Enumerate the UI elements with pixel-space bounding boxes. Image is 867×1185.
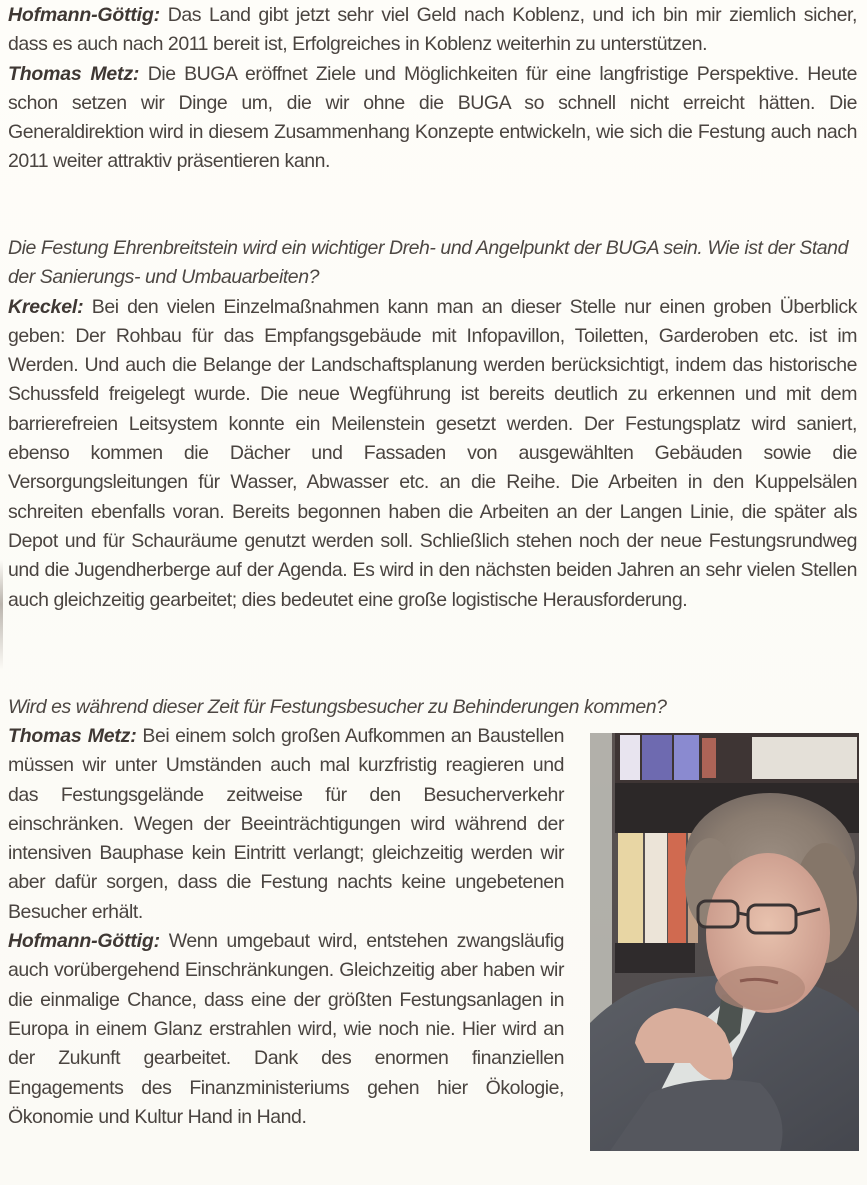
portrait-photo: [590, 733, 859, 1151]
speaker-name: Thomas Metz:: [8, 62, 140, 85]
answer-text: Wenn umgebaut wird, entstehen zwangsläufig auch vorübergehend Einschränkungen. Gleichzeitig aber haben wir die einmalige Chance, dass eine der größten Festungsanlagen in Europa in einem Glanz erstrahlen wird, wie noch nie. Hier wird an der Zukunft gearbeitet. Dank des enormen finanziellen Engagements des Finanzministeriums gehen hier Ökologie, Ökonomie und Kultur Hand in Hand.: [8, 930, 564, 1128]
answer-paragraph: [8, 722, 564, 927]
answer-paragraph: [8, 60, 857, 177]
interview-question: Die Festung Ehrenbreitstein wird ein wichtiger Dreh- und Angelpunkt der BUGA sein. Wie ist der Stand der Sanierungs- und Umbauarbeiten?: [8, 237, 848, 289]
answer-text: Das Land gibt jetzt sehr viel Geld nach Koblenz, und ich bin mir ziemlich sicher, dass es auch nach 2011 bereit ist, Erfolgreiches in Koblenz weiterhin zu unterstützen.: [8, 4, 857, 56]
interview-block-1: [8, 1, 857, 177]
answer-paragraph: [8, 1, 857, 60]
interview-question-wrap: [8, 693, 857, 722]
interview-question: Wird es während dieser Zeit für Festungsbesucher zu Behinderungen kommen?: [8, 696, 667, 718]
answer-paragraph: [8, 293, 857, 615]
answer-text: Bei einem solch großen Aufkommen an Baustellen müssen wir unter Umständen auch mal kurzfristig reagieren und das Festungsgelände zeitweise für den Besucherverkehr einschränken. Wegen der Beeinträchtigungen wird während der intensiven Bauphase kein Eintritt verlangt; gleichzeitig werden wir aber dafür sorgen, dass die Festung nachts keine ungebetenen Besucher erhält.: [8, 725, 564, 923]
speaker-name: Thomas Metz:: [8, 725, 137, 747]
answer-text: Bei den vielen Einzelmaßnahmen kann man an dieser Stelle nur einen groben Überblick geben: Der Rohbau für das Empfangsgebäude mit Infopavillon, Toiletten, Garderoben etc. ist im Werden. Und auch die Belange der Landschaftsplanung werden berücksichtigt, indem das historische Schussfeld freigelegt wurde. Die neue Wegführung ist bereits deutlich zu erkennen und mit dem barrierefreien Leitsystem konnte ein Meilenstein gesetzt werden. Der Festungsplatz wird saniert, ebenso kommen die Dächer und Fassaden von ausgewählten Gebäuden sowie die Versorgungsleitungen für Wasser, Abwasser etc. an die Reihe. Die Arbeiten in den Kuppelsälen schreiten ebenfalls voran. Bereits begonnen haben die Arbeiten an der Langen Linie, die später als Depot und für Schauräume genutzt werden soll. Schließlich stehen noch der neue Festungsrundweg und die Jugendherberge auf der Agenda. Es wird in den nächsten beiden Jahren an sehr vielen Stellen auch gleichzeitig gearbeitet; dies bedeutet eine große logistische Herausforderung.: [8, 295, 857, 611]
speaker-name: Kreckel:: [8, 295, 84, 318]
interview-block-2: [8, 234, 857, 615]
speaker-name: Hofmann-Göttig:: [8, 4, 160, 26]
answer-text: Die BUGA eröffnet Ziele und Möglichkeiten für eine langfristige Perspektive. Heute schon setzen wir Dinge um, die wir ohne die BUGA so schnell nicht erreicht hätten. Die Generaldirektion wird in diesem Zusammenhang Konzepte entwickeln, wie sich die Festung auch nach 2011 weiter attraktiv präsentieren kann.: [8, 62, 857, 173]
answer-paragraph: [8, 927, 564, 1132]
interview-block-3: [8, 722, 564, 1132]
scan-edge-artifact: [0, 560, 3, 670]
speaker-name: Hofmann-Göttig:: [8, 930, 160, 953]
